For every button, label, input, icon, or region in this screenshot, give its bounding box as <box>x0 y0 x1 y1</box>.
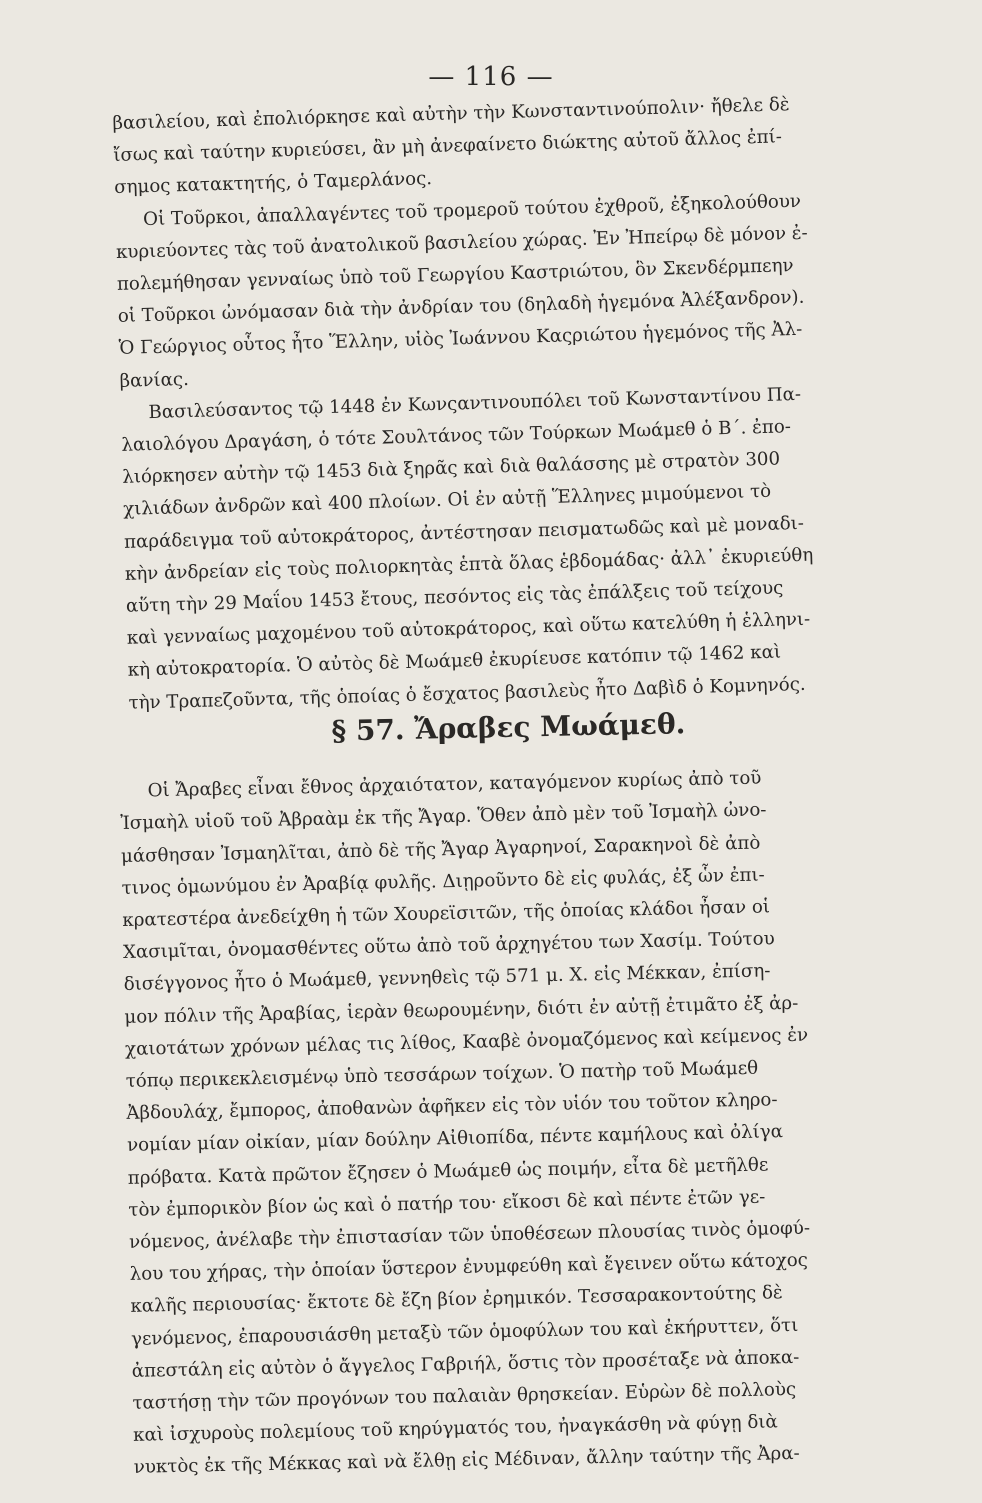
text-line: Ἀβδουλάχ, ἔμπορος, ἀποθανὼν ἀφῆκεν εἰς τὸν υἱόν του τοῦτον κληρο- <box>126 1089 778 1125</box>
text-line: μάσθησαν Ἰσμαηλῖται, ἀπὸ δὲ τῆς Ἄγαρ Ἀγαρηνοί, Σαρακηνοὶ δὲ ἀπὸ <box>120 832 761 867</box>
text-line: Βασιλεύσαντος τῷ 1448 ἐν Κωνςαντινουπόλει τοῦ Κωνσταντίνου Πα- <box>148 383 802 423</box>
text-upper <box>112 86 915 720</box>
text-line: τινος ὁμωνύμου ἐν Ἀραβίᾳ φυλῆς. Διῃροῦντο δὲ εἰς φυλάς, ἐξ ὧν ἐπι- <box>121 864 765 899</box>
section-heading: § 57. Ἄραβες Μωάμεθ. <box>331 707 686 748</box>
text-line: λιόρκησεν αὐτὴν τῷ 1453 διὰ ξηρᾶς καὶ διὰ θαλάσσης μὲ στρατὸν 300 <box>122 448 781 489</box>
text-line: αὕτη τὴν 29 Μαΐου 1453 ἔτους, πεσόντος εἰς τὰς ἐπάλξεις τοῦ τείχους <box>125 577 784 617</box>
text-line: τὴν Τραπεζοῦντα, τῆς ὁποίας ὁ ἔσχατος βασιλεὺς ἦτο Δαβὶδ ὁ Κομνηνός. <box>128 673 806 714</box>
text-line: βανίας. <box>119 368 190 392</box>
text-line: Ἰσμαὴλ υἱοῦ τοῦ Ἀβραὰμ ἐκ τῆς Ἄγαρ. Ὅθεν ἀπὸ μὲν τοῦ Ἰσμαὴλ ὠνο- <box>120 799 767 835</box>
text-line: καλῆς περιουσίας· ἔκτοτε δὲ ἔζη βίον ἐρημικόν. Τεσσαρακοντούτης δὲ <box>130 1282 783 1318</box>
text-line: σημος κατακτητής, ὁ Ταμερλάνος. <box>113 168 433 199</box>
text-line: πολεμήθησαν γενναίως ὑπὸ τοῦ Γεωργίου Καστριώτου, ὃν Σκενδέρμπεην <box>116 255 794 295</box>
text-line: κρατεστέρα ἀνεδείχθη ἡ τῶν Χουρεϊσιτῶν, τῆς ὁποίας κλάδοι ἦσαν οἱ <box>122 896 771 931</box>
text-line: νομίαν μίαν οἰκίαν, μίαν δούλην Αἰθιοπίδα, πέντε καμήλους καὶ ὀλίγα <box>126 1121 784 1157</box>
paragraph-3 <box>120 376 915 720</box>
text-line: νυκτὸς ἐκ τῆς Μέκκας καὶ νὰ ἔλθῃ εἰς Μέδιναν, ἄλλην ταύτην τῆς Ἀρα- <box>133 1443 800 1479</box>
text-line: κὴν ἀνδρείαν εἰς τοὺς πολιορκητὰς ἑπτὰ ὅλας ἑβδομάδας· ἀλλ᾽ ἐκυριεύθη <box>124 544 814 585</box>
text-line: γενόμενος, ἐπαρουσιάσθη μεταξὺ τῶν ὁμοφύλων του καὶ ἐκήρυττεν, ὅτι <box>130 1314 799 1350</box>
text-line: χαιοτάτων χρόνων μέλας τις λίθος, Κααβὲ ὀνομαζόμενος καὶ κείμενος ἐν <box>124 1024 809 1060</box>
text-line: ἀπεστάλη εἰς αὐτὸν ὁ ἄγγελος Γαβριήλ, ὅστις τὸν προσέταξε νὰ ἀποκα- <box>131 1346 800 1382</box>
text-line: κὴ αὐτοκρατορία. Ὁ αὐτὸς δὲ Μωάμεθ ἐκυρίευσε κατόπιν τῷ 1462 καὶ <box>127 641 782 682</box>
text-line: Χασιμῖται, ὀνομασθέντες οὕτω ἀπὸ τοῦ ἀρχηγέτου των Χασίμ. Τούτου <box>122 928 775 964</box>
paragraph-4 <box>119 760 914 1485</box>
text-line: πρόβατα. Κατὰ πρῶτον ἔζησεν ὁ Μωάμεθ ὡς ποιμήν, εἶτα δὲ μετῆλθε <box>127 1154 769 1189</box>
text-line: λου του χήρας, τὴν ὁποίαν ὕστερον ἐνυμφεύθη καὶ ἔγεινεν οὕτω κάτοχος <box>129 1249 809 1286</box>
text-line: παράδειγμα τοῦ αὐτοκράτορος, ἀντέστησαν πεισματωδῶς καὶ μὲ μοναδι- <box>123 512 805 553</box>
text-line: μον πόλιν τῆς Ἀραβίας, ἱερὰν θεωρουμένην, διότι ἐν αὐτῇ ἐτιμᾶτο ἐξ ἀρ- <box>124 992 799 1028</box>
text-line: καὶ γενναίως μαχομένου τοῦ αὐτοκράτορος, καὶ οὕτω κατελύθη ἡ ἑλληνι- <box>126 608 811 650</box>
text-line: τόπῳ περικεκλεισμένῳ ὑπὸ τεσσάρων τοίχων. Ὁ πατὴρ τοῦ Μωάμεθ <box>125 1057 759 1092</box>
paragraph-2 <box>115 183 906 398</box>
text-line: ταστήσῃ τὴν τῶν προγόνων του παλαιὰν θρησκείαν. Εὑρὼν δὲ πολλοὺς <box>132 1378 797 1414</box>
text-line: λαιολόγου Δραγάση, ὁ τότε Σουλτάνος τῶν Τούρκων Μωάμεθ ὁ Β΄. ἐπο- <box>121 416 792 456</box>
text-line: νόμενος, ἀνέλαβε τὴν ἐπιστασίαν τῶν ὑποθέσεων πλουσίας τινὸς ὁμοφύ- <box>128 1217 811 1253</box>
text-line: Ὁ Γεώργιος οὗτος ἦτο Ἕλλην, υἱὸς Ἰωάννου Καςριώτου ἡγεμόνος τῆς Ἀλ- <box>118 319 803 360</box>
text-line: Οἱ Τοῦρκοι, ἀπαλλαγέντες τοῦ τρομεροῦ τούτου ἐχθροῦ, ἐξηκολούθουν <box>142 190 802 230</box>
text-line: βασιλείου, καὶ ἐπολιόρκησε καὶ αὐτὴν τὴν Κωνσταντινούπολιν· ἤθελε δὲ <box>112 94 790 134</box>
text-line: καὶ ἰσχυροὺς πολεμίους τοῦ κηρύγματός του, ἠναγκάσθη νὰ φύγῃ διὰ <box>132 1411 778 1447</box>
text-line: Οἱ Ἄραβες εἶναι ἔθνος ἀρχαιότατον, καταγόμενον κυρίως ἀπὸ τοῦ <box>147 767 762 802</box>
text-line: κυριεύοντες τὰς τοῦ ἀνατολικοῦ βασιλείου χώρας. Ἐν Ἠπείρῳ δὲ μόνον ἐ- <box>115 222 808 263</box>
page-number: — 116 — <box>428 62 554 92</box>
text-line: χιλιάδων ἀνδρῶν καὶ 400 πλοίων. Οἱ ἐν αὐτῇ Ἕλληνες μιμούμενοι τὸ <box>122 481 772 521</box>
text-line: τὸν ἐμπορικὸν βίον ὡς καὶ ὁ πατήρ του· εἴκοσι δὲ καὶ πέντε ἐτῶν γε- <box>128 1186 766 1221</box>
text-line: οἱ Τοῦρκοι ὠνόμασαν διὰ τὴν ἀνδρίαν του (δηλαδὴ ἡγεμόνα Ἀλέξανδρον). <box>117 286 805 328</box>
text-line: δισέγγονος ἦτο ὁ Μωάμεθ, γεννηθεὶς τῷ 571 μ. Χ. εἰς Μέκκαν, ἐπίση- <box>123 960 771 996</box>
text-line: ἴσως καὶ ταύτην κυριεύσει, ἂν μὴ ἀνεφαίνετο διώκτης αὐτοῦ ἄλλος ἐπί- <box>113 126 783 167</box>
text-lower <box>118 696 914 1503</box>
